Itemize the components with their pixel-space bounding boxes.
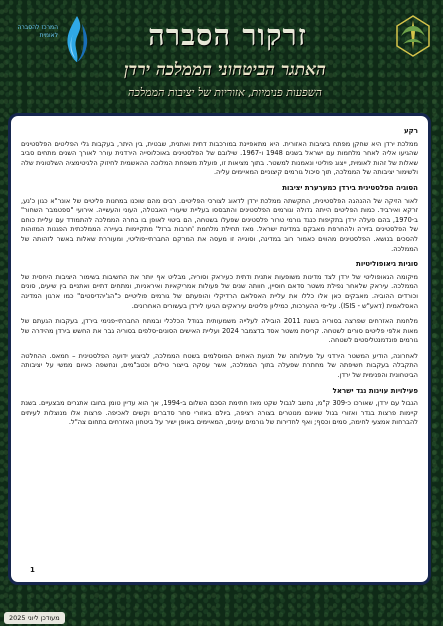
paragraph: לאור הזיקה של ההנהגה הפלסטינית, התקשתה ממלכת ירדן לדאוג לצורכי הפליטים. רבים מהם שוכנו במחנות פליטים של אונר"א כגון כ'נע, זרקא ואירביד. כמות הפליטים הייתה גדולה וגורמים הפלסטינים והתבססו בעליית שיעורי האבטלה, העוני והעשייה. אירועי "ספטמבר השחור" ב-1970, בהם פעלה ירדן בתקיפות כנגד גורמי טרור פלסטינים שפעלו בשטחה, הם ביטוי לאופן בו בחרה הממלכה להתמודד עם עליית כוחם של הפלסטינים בזירה ולהחרפת מאבקם במדינת ישראל. מאז תחילת מלחמת 'חרבות ברזל' מתקיימות בעיירה הממלכתית הפגנות המזוהות להסכים בנושא. הפלסטינים מהווים כאמור רוב במדינה, וסוגייה זו מעסה את המרקם החברתי-פוליטי, ומעוררת שאלות באשר לזהותה של הממלכה. bbox=[21, 196, 418, 253]
updated-date-badge: מעודכן ליוני 2025 bbox=[4, 612, 65, 624]
paragraph: מיקומה הגאופוליטי של ירדן לצד מדינות משופעות אתנית ודתית כעיראק וסוריה, מבליט אף יותר את החשיבות בשימור היציבות היחסית של הממלכה. עיראק שלאחר נפילת משטר סדאם חוסיין, חוותה שנים של פעולות אמריקאיות ואיראניות, ומתחים דתיים ואתניים בין שיעים, סונים וכורדים ההוביה. מאבקים כאן אלו כללו את עליית האסלאם הרדיקלי והופעתם של גורמים פוליטיים כ"הג'יהדיסטים" כמו ארגון המדינה האסלאמית (דאע"ש - ISIS). על-פי ההערכות, כמיליון פליטים עיראקים הגיעו לירדן בעשורים האחרונים. bbox=[21, 272, 418, 310]
paragraph: הגבול עם ירדן, שאורכו כ-309 ק"מ, נחשב לגבול שקט מאז חתימת הסכם השלום ב-1994, אך הוא עדיין טומן בחובו אתגרים מבצעיים. בשנת קיימות פרצות בגדר ואזורי בגול שאינם מנוטרים בצורה רציפה, ביולם באזורי סחר סדברים וקשים לאכיפה. פרצות אלו מנוצלות לעיתים להברחות אמצעי לחימה, סמים וכסף; ואף לחדירות של גורמים עוינים, המאיימים באופן ישיר על ביטחון האזרחים בתחום צה"ל. bbox=[21, 399, 418, 427]
paragraph: ממלכת ירדן היא שחקן מפתח ביציבות האזורית. היא מתאפיינת במורכבות דתית ואתנית, שבטית, בין היתר, בעקבות גלי הפליטים הפלסטינים שהגיעו אליה לאחר מלחמות עם ישראל בשנים 1948 ו-1967. שילובם של הפלסטינים באוכלוסייה הירדנית עורר לאורך השנים מתחים סביב שאלות של זהות לאומית, ייצוג פוליטי ונאמנות למשטר. בתוך מציאות זו, פועלת משפחת המלוכה ההאשמית לחיזוק הלגיטימציה השלטונית שלה ולשימור יציבותה של הממלכה, תוך סיכול גורמים קיצוניים המאיימים עליה. bbox=[21, 139, 418, 177]
section-heading-background: רקע bbox=[403, 127, 418, 135]
page-header bbox=[0, 0, 443, 112]
national-advocacy-logo bbox=[8, 14, 100, 66]
section-heading-geopolitics: סוגיות גיאופוליטיות bbox=[356, 260, 418, 269]
paragraph: מלחמת האזרחים שפרצה בסוריה בשנת 2011 הובילה לעלייה משמעותית בגודל הכלכלי ובמתח החברתי-פנימי בירדן, בעקבות הגעתם של מאות אלפי פליטים סורים לשטחה. קריסת משטר אסד בדצמבר 2024 ועליית האישים הסונים-סלפים בסוריה גבר את החשש בירדן מהידרה של גורמים פונדמנטליסטים לשטחה. bbox=[21, 317, 419, 345]
page-tagline: השפעות פנימיות, אזוריות של יציבות הממלכה bbox=[128, 86, 322, 99]
idf-emblem-icon bbox=[395, 14, 431, 58]
paragraph: לאחרונה, הודיע המשטר הירדני על פעילותה של תנועת האחים המוסלמים בשטח הממלכה, לביצוע ידועה הפלסטינית – חמאס. ההחלטה התקבלה בעקבות חשיפתה של מחתרת שפעלה בתוך הממלכה, אשר עסקה בייצור טילים וכטב"מים, ונחשפה כאיום ממשי על יציבותה הביטחונית והפנימית של ירדן. bbox=[21, 351, 418, 380]
page-number: 1 bbox=[30, 566, 35, 574]
document-card bbox=[8, 113, 431, 585]
page-subtitle: האתגר הביטחוני הממלכה ירדן bbox=[124, 60, 326, 80]
flame-icon bbox=[62, 14, 92, 64]
section-heading-hostile-activity: פעילויות עוינות נגד ישראל bbox=[332, 386, 418, 395]
logo-text: המרכז להסברה לאומית bbox=[17, 24, 58, 39]
section-heading-palestinian-issue: הסוגיה הפלסטינית בירדן כמערערת יציבות bbox=[282, 183, 418, 192]
page-title: זרקור הסברה bbox=[148, 18, 307, 52]
